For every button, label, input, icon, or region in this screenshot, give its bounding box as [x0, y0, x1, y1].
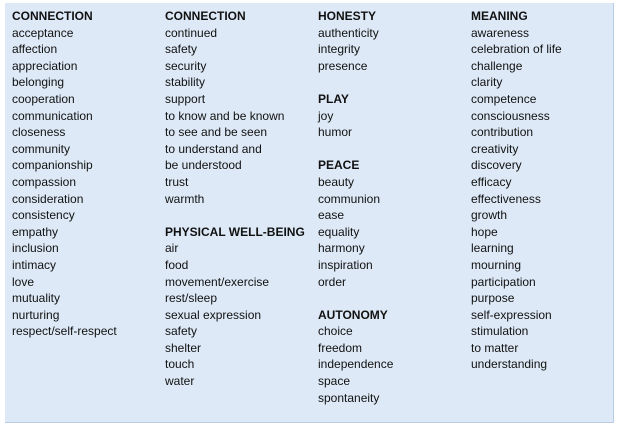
list-item: creativity [471, 141, 519, 156]
list-item: hope [471, 224, 498, 239]
list-item: air [165, 241, 179, 256]
list-item: warmth [165, 191, 205, 206]
list-item: love [12, 274, 35, 289]
list-item: inspiration [318, 257, 373, 272]
list-item: equality [318, 224, 360, 239]
list-item: affection [12, 42, 58, 57]
list-item: movement/exercise [165, 274, 270, 289]
list-item: water [165, 374, 195, 389]
section-heading: CONNECTION [12, 9, 93, 23]
list-item: safety [165, 324, 198, 339]
section-heading: PEACE [318, 158, 360, 173]
list-item: consideration [12, 191, 84, 206]
section-heading: CONNECTION [165, 9, 246, 23]
list-item: celebration of life [471, 42, 562, 57]
list-item: presence [318, 58, 368, 73]
section-heading: PLAY [318, 91, 349, 106]
list-item: closeness [12, 125, 66, 140]
list-item: cooperation [12, 91, 75, 106]
list-item: purpose [471, 291, 515, 306]
list-item: acceptance [12, 25, 74, 40]
needs-table-panel [5, 3, 614, 423]
list-item: stability [165, 75, 206, 90]
list-item: touch [165, 357, 195, 372]
list-item: freedom [318, 340, 363, 355]
list-item: challenge [471, 58, 523, 73]
section-spacer [318, 74, 468, 91]
list-item: inclusion [12, 241, 59, 256]
list-item: mutuality [12, 291, 61, 306]
list-item: participation [471, 274, 536, 289]
list-item: spontaneity [318, 390, 380, 405]
list-item: order [318, 274, 347, 289]
list-item: humor [318, 125, 353, 140]
list-item: companionship [12, 158, 93, 173]
list-item: competence [471, 91, 537, 106]
column-4 [471, 8, 621, 373]
section-spacer [165, 207, 315, 224]
list-item: authenticity [318, 25, 379, 40]
column-3 [318, 8, 468, 406]
list-item: shelter [165, 340, 202, 355]
list-item: consistency [12, 208, 75, 223]
list-item: joy [318, 108, 334, 123]
list-item: harmony [318, 241, 365, 256]
list-item: discovery [471, 158, 522, 173]
list-item: growth [471, 208, 508, 223]
list-item: continued [165, 25, 218, 40]
list-item: mourning [471, 257, 522, 272]
list-item: to matter [471, 340, 519, 355]
list-item: support [165, 91, 206, 106]
list-item: understanding [471, 357, 548, 372]
column-2 [165, 8, 315, 390]
list-item: intimacy [12, 257, 57, 272]
list-item: community [12, 141, 71, 156]
list-item: stimulation [471, 324, 529, 339]
section-spacer [318, 290, 468, 307]
list-item: to see and be seen [165, 125, 268, 140]
list-item: communication [12, 108, 93, 123]
list-item: food [165, 257, 189, 272]
section-heading: HONESTY [318, 9, 377, 23]
section-heading: MEANING [471, 9, 528, 23]
list-item: to know and be known [165, 108, 285, 123]
list-item: consciousness [471, 108, 550, 123]
list-item: contribution [471, 125, 534, 140]
list-item: to understand and [165, 141, 262, 156]
list-item: sexual expression [165, 307, 262, 322]
list-item: belonging [12, 75, 65, 90]
list-item: independence [318, 357, 394, 372]
list-item: security [165, 58, 207, 73]
list-item: communion [318, 191, 381, 206]
list-item: effectiveness [471, 191, 541, 206]
list-item: rest/sleep [165, 291, 218, 306]
list-item: efficacy [471, 174, 512, 189]
list-item: safety [165, 42, 198, 57]
list-item: awareness [471, 25, 530, 40]
list-item: appreciation [12, 58, 78, 73]
list-item: compassion [12, 174, 77, 189]
column-1 [12, 8, 162, 340]
list-item: empathy [12, 224, 59, 239]
list-item: trust [165, 174, 189, 189]
section-spacer [318, 141, 468, 158]
section-heading: PHYSICAL WELL-BEING [165, 224, 305, 239]
list-item: respect/self-respect [12, 324, 117, 339]
section-heading: AUTONOMY [318, 307, 388, 322]
list-item: self-expression [471, 307, 552, 322]
list-item: integrity [318, 42, 361, 57]
list-item: be understood [165, 158, 242, 173]
list-item: ease [318, 208, 345, 223]
list-item: nurturing [12, 307, 60, 322]
list-item: beauty [318, 174, 355, 189]
list-item: clarity [471, 75, 503, 90]
list-item: choice [318, 324, 353, 339]
list-item: learning [471, 241, 514, 256]
list-item: space [318, 374, 351, 389]
